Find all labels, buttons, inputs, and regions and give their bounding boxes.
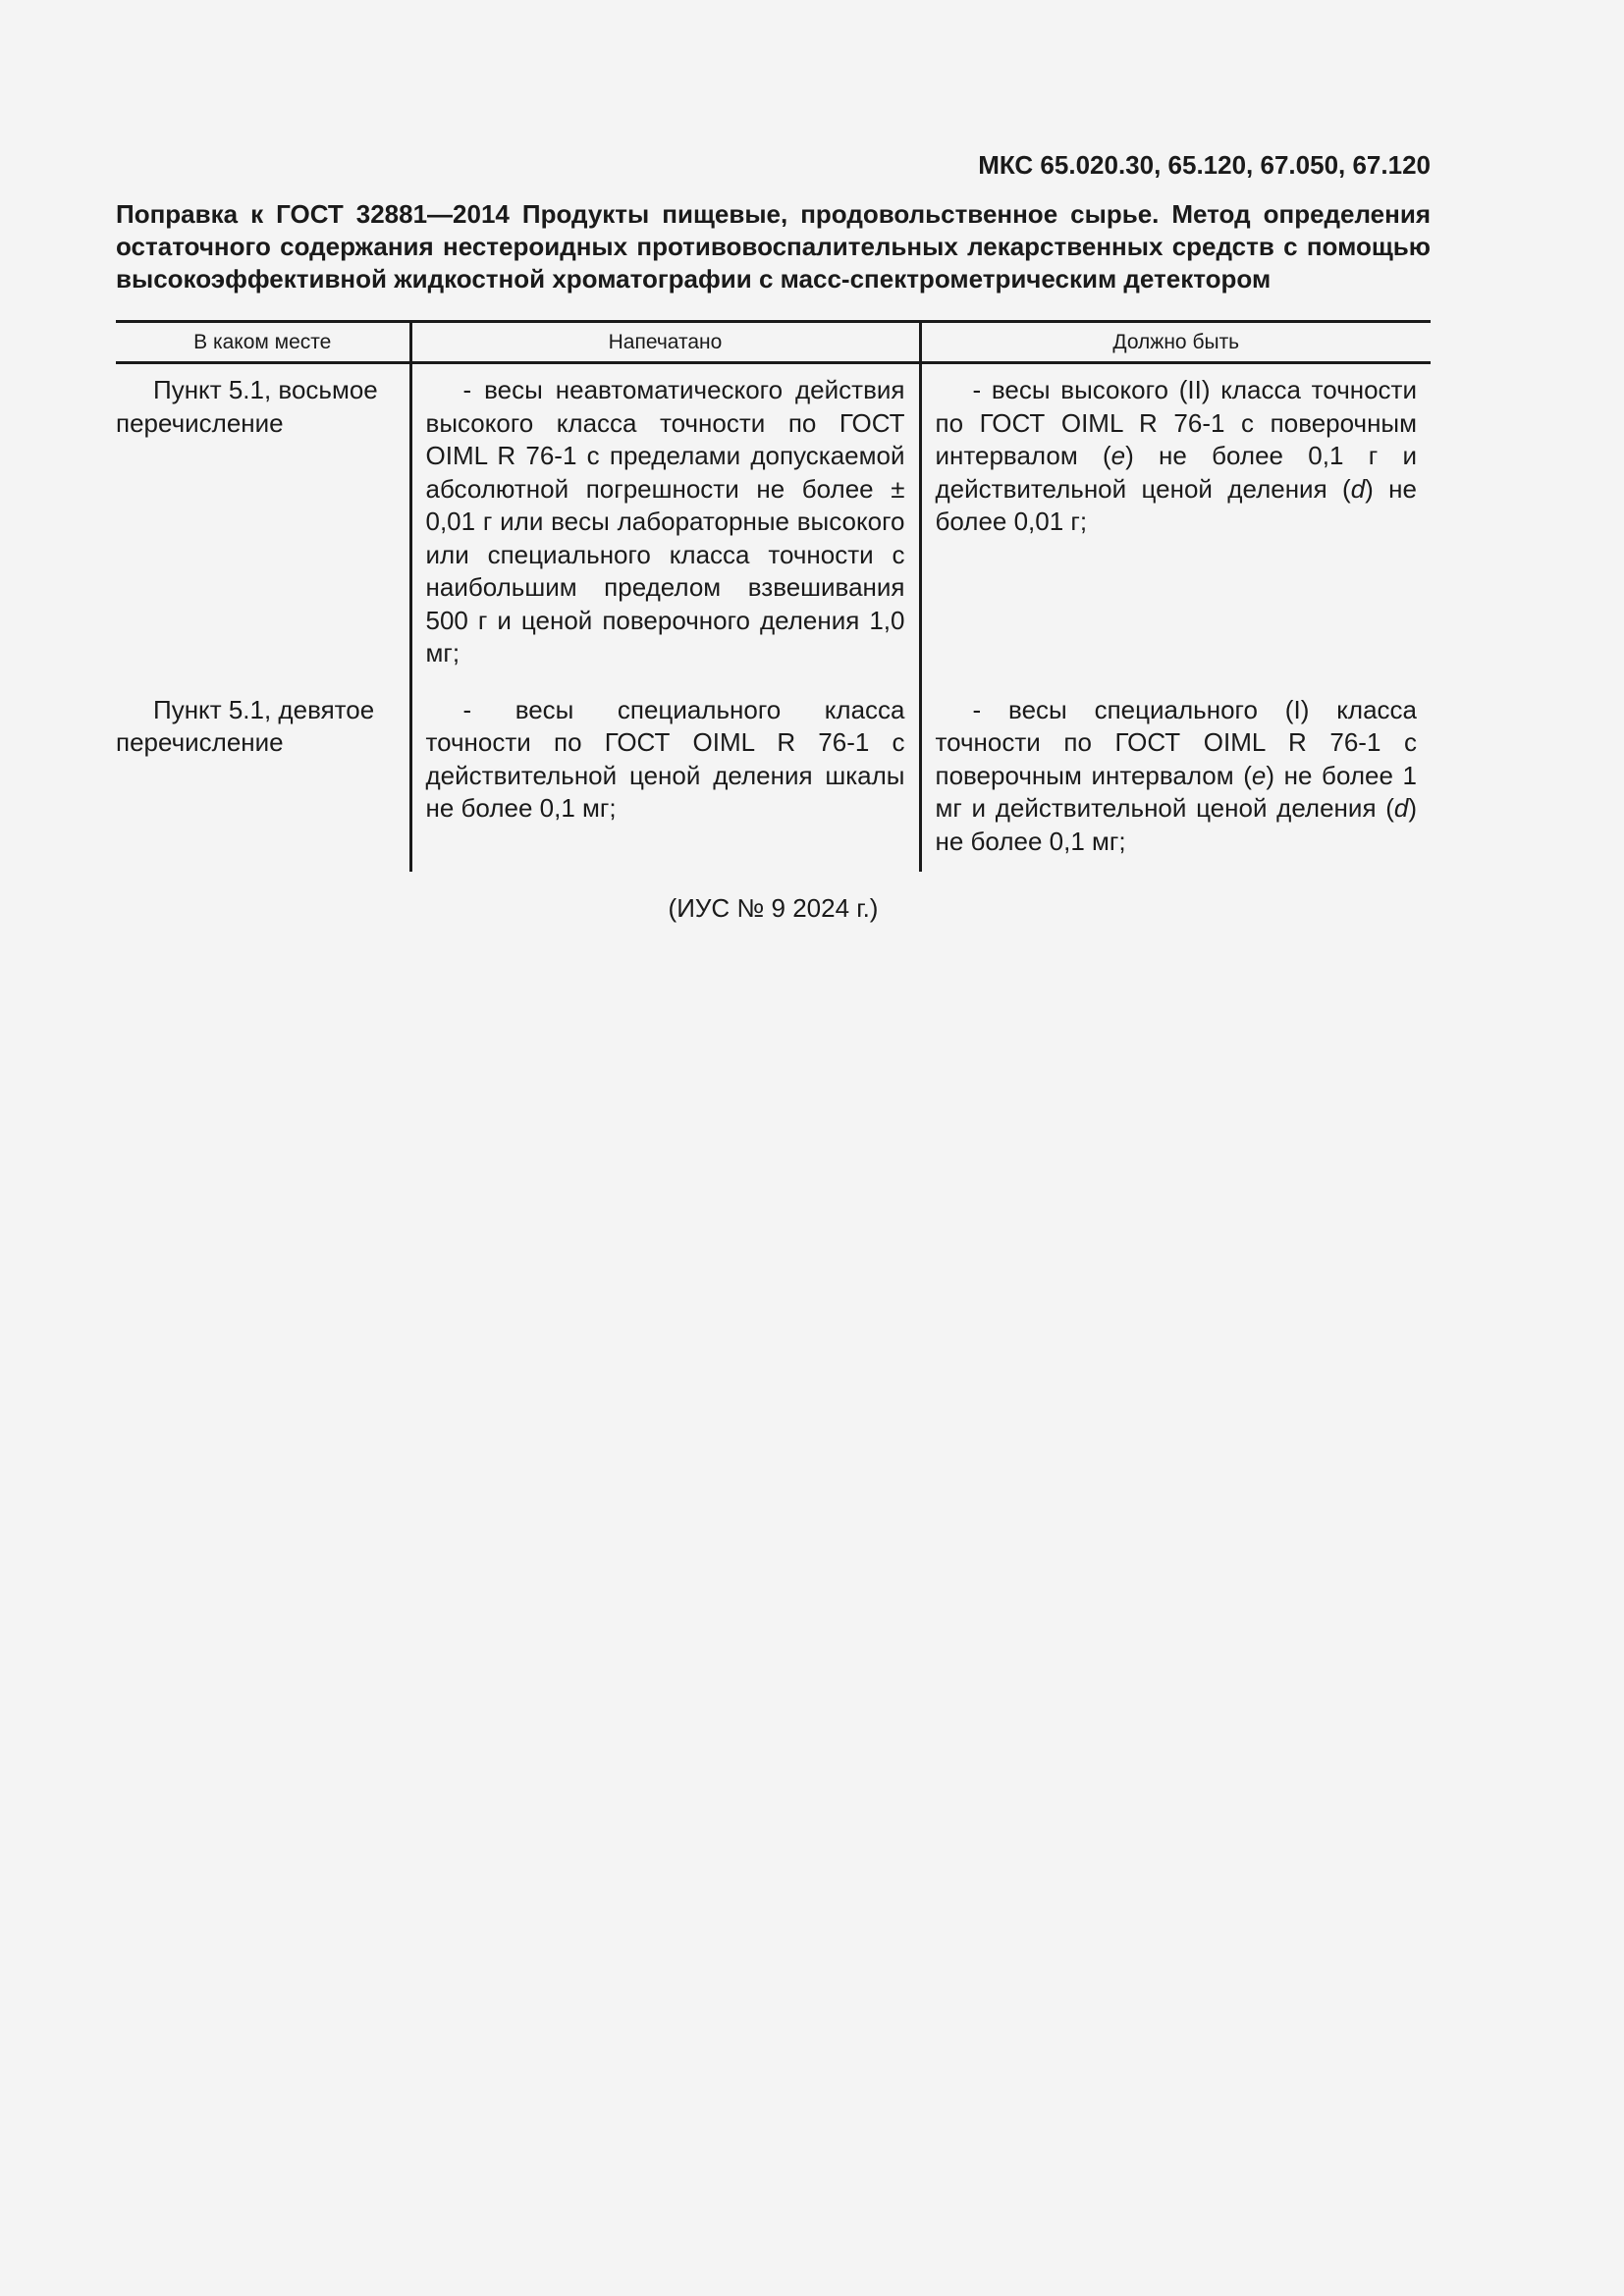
place-text: Пункт 5.1, девятое перечисление [116, 694, 375, 757]
table-row [116, 363, 1431, 684]
symbol-d: d [1350, 473, 1366, 504]
cell-place [116, 363, 410, 684]
should-be-part: ) не более 1 мг и действительной ценой деления ( [935, 760, 1417, 823]
should-be-part: - весы специального (I) класса точности по ГОСТ OIML R 76-1 с поверочным интервалом ( [935, 694, 1417, 790]
printed-text: - весы специального класса точности по ГОСТ OIML R 76-1 с действительной ценой деления шкалы не более 0,1 мг; [425, 694, 905, 823]
column-header-place: В каком месте [116, 322, 410, 363]
document-page [116, 147, 1431, 950]
place-text: Пункт 5.1, восьмое перечисление [116, 375, 378, 438]
table-header-row [116, 322, 1431, 363]
amendment-table [116, 320, 1431, 872]
should-be-part: - весы высокого (II) класса точности по ГОСТ OIML R 76-1 с поверочным интервалом ( [935, 375, 1417, 470]
cell-place [116, 684, 410, 873]
column-header-printed: Напечатано [410, 322, 920, 363]
should-be-text [936, 374, 1418, 539]
mks-classification: МКС 65.020.30, 65.120, 67.050, 67.120 [978, 150, 1431, 180]
should-be-part: ) не более 0,01 г; [935, 473, 1417, 536]
symbol-d: d [1393, 793, 1409, 823]
column-header-should-be: Должно быть [920, 322, 1431, 363]
cell-printed [410, 684, 920, 873]
should-be-part: ) не более 0,1 г и действительной ценой деления ( [935, 441, 1417, 504]
should-be-text [936, 694, 1418, 859]
table-row [116, 684, 1431, 873]
printed-text: - весы неавтоматического действия высокого класса точности по ГОСТ OIML R 76-1 с пределами допускаемой абсолютной погрешности не более ± 0,01 г или весы лабораторные высокого или специального класса точности с наибольшим пределом взвешивания 500 г и ценой поверочного деления 1,0 мг; [425, 375, 905, 667]
amendment-title: Поправка к ГОСТ 32881—2014 Продукты пищевые, продовольственное сырье. Метод определения остаточного содержания нестероидных противовоспалительных лекарственных средств с помощью высокоэффективной жидкостной хроматографии с масс-спектрометрическим детектором [116, 199, 1431, 294]
symbol-e: e [1251, 760, 1267, 790]
cell-printed [410, 363, 920, 684]
symbol-e: e [1110, 441, 1126, 470]
ius-reference: (ИУС № 9 2024 г.) [668, 893, 879, 923]
should-be-part: ) не более 0,1 мг; [935, 793, 1417, 856]
cell-should-be [920, 363, 1431, 684]
cell-should-be [920, 684, 1431, 873]
